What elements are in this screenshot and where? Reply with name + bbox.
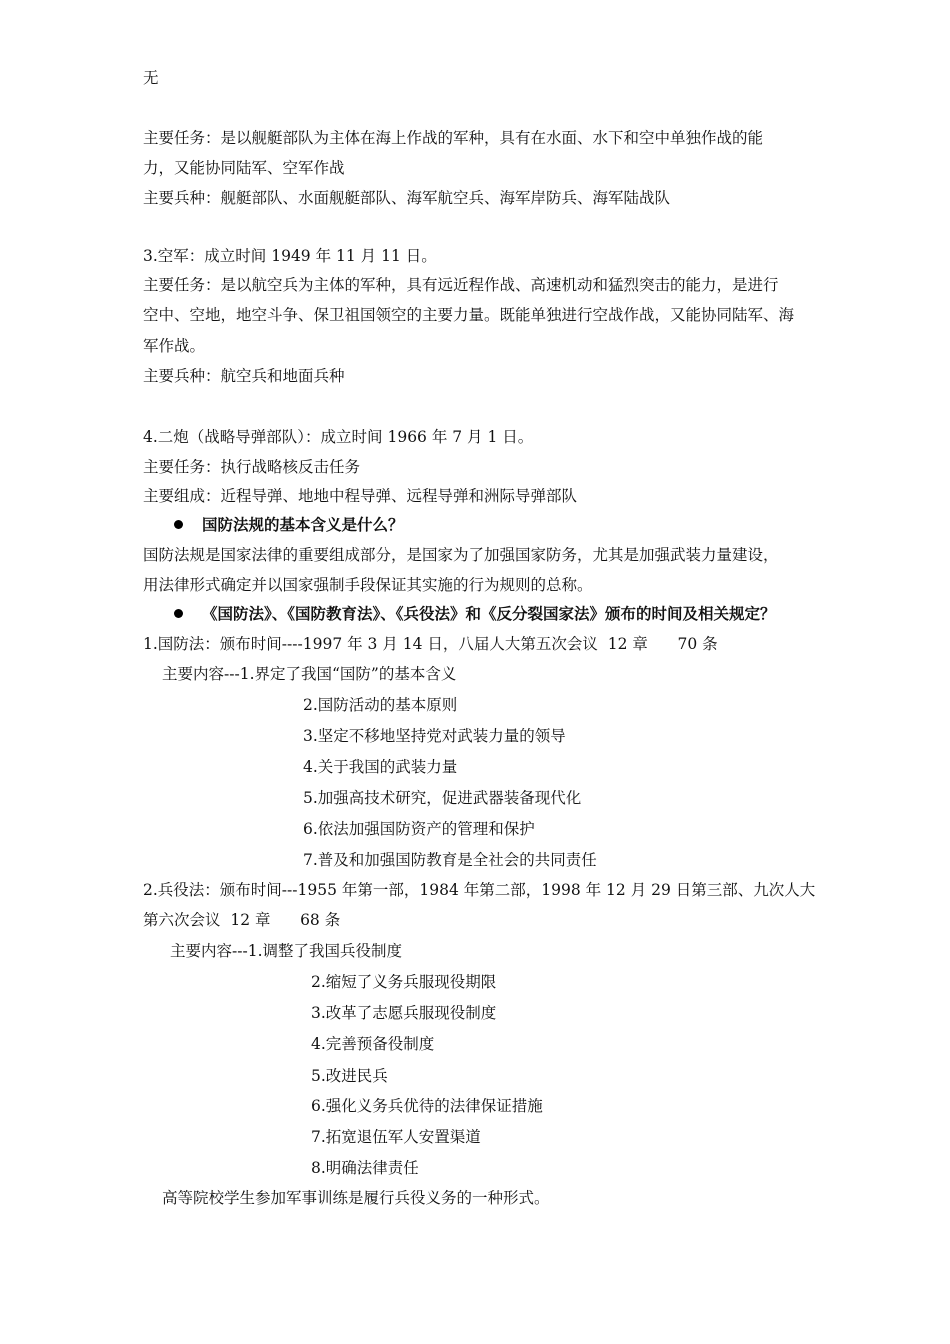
list-item: 2.国防活动的基本原则	[303, 696, 458, 714]
list-item: 2.缩短了义务兵服现役期限	[311, 973, 497, 991]
list-item: 4.关于我国的武装力量	[303, 758, 458, 776]
paragraph-line: 主要内容---1.调整了我国兵役制度	[170, 942, 403, 960]
paragraph-line: 第六次会议 12 章 68 条	[143, 911, 341, 929]
list-item: 6.依法加强国防资产的管理和保护	[303, 820, 535, 838]
paragraph-line: 主要兵种：航空兵和地面兵种	[143, 367, 345, 385]
list-item: 3.坚定不移地坚持党对武装力量的领导	[303, 727, 566, 745]
list-item: 6.强化义务兵优待的法律保证措施	[311, 1097, 543, 1115]
list-item: 8.明确法律责任	[311, 1159, 419, 1177]
paragraph-line: 国防法规是国家法律的重要组成部分，是国家为了加强国家防务，尤其是加强武装力量建设，	[143, 546, 779, 564]
list-item: 3.改革了志愿兵服现役制度	[311, 1004, 497, 1022]
paragraph-line: 主要内容---1.界定了我国“国防”的基本含义	[162, 665, 457, 683]
paragraph-line: 主要组成：近程导弹、地地中程导弹、远程导弹和洲际导弹部队	[143, 487, 578, 505]
paragraph-line: 主要任务：是以舰艇部队为主体在海上作战的军种，具有在水面、水下和空中单独作战的能	[143, 129, 764, 147]
paragraph-line: 力，又能协同陆军、空军作战	[143, 159, 345, 177]
paragraph-line: 高等院校学生参加军事训练是履行兵役义务的一种形式。	[162, 1189, 550, 1207]
section-heading: 国防法规的基本含义是什么？	[202, 516, 404, 534]
list-item: 4.完善预备役制度	[311, 1035, 435, 1053]
section-heading: 《国防法》、《国防教育法》、《兵役法》和《反分裂国家法》颁布的时间及相关规定？	[202, 605, 776, 623]
paragraph-line: 主要兵种：舰艇部队、水面舰艇部队、海军航空兵、海军岸防兵、海军陆战队	[143, 189, 671, 207]
list-item: 7.拓宽退伍军人安置渠道	[311, 1128, 481, 1146]
list-item: 7.普及和加强国防教育是全社会的共同责任	[303, 851, 597, 869]
list-item: 5.加强高技术研究，促进武器装备现代化	[303, 789, 582, 807]
paragraph-line: 用法律形式确定并以国家强制手段保证其实施的行为规则的总称。	[143, 576, 593, 594]
bullet-icon	[174, 520, 183, 529]
paragraph-line: 主要任务：是以航空兵为主体的军种，具有远近程作战、高速机动和猛烈突击的能力，是进行	[143, 276, 779, 294]
paragraph-line: 2.兵役法：颁布时间---1955 年第一部，1984 年第二部，1998 年 12 月 29 日第三部、九次人大	[143, 881, 816, 899]
paragraph-line: 无	[143, 69, 159, 87]
paragraph-line: 空中、空地，地空斗争、保卫祖国领空的主要力量。既能单独进行空战作战，又能协同陆军、海	[143, 306, 795, 324]
paragraph-line: 军作战。	[143, 337, 206, 355]
paragraph-line: 1.国防法：颁布时间----1997 年 3 月 14 日，八届人大第五次会议 12 章 70 条	[143, 635, 718, 653]
list-item: 5.改进民兵	[311, 1067, 388, 1085]
paragraph-line: 主要任务：执行战略核反击任务	[143, 458, 361, 476]
paragraph-line: 4.二炮（战略导弹部队）：成立时间 1966 年 7 月 1 日。	[143, 428, 534, 446]
bullet-icon	[174, 609, 183, 618]
paragraph-line: 3.空军：成立时间 1949 年 11 月 11 日。	[143, 247, 437, 265]
